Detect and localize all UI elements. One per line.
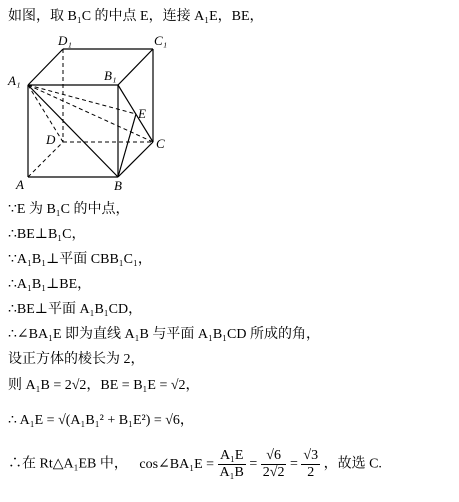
eq3-prefix: ∴在 Rt△A₁EB 中， [8, 456, 128, 472]
fraction-sqrt6-over-2sqrt2 [261, 448, 287, 481]
step-6: ∴∠BA₁E 即为直线 A₁B 与平面 A₁B₁CD 所成的角， [8, 327, 321, 342]
step-7: 设正方体的棱长为 2， [8, 352, 145, 367]
step-3: ∵A₁B₁⊥平面 CBB₁C₁， [8, 252, 152, 267]
hidden-edge-ad [28, 142, 63, 177]
fraction-a1e-over-a1b [218, 448, 246, 481]
label-e: E [138, 106, 146, 121]
eq3-suffix: ，故选 C. [323, 456, 382, 472]
label-d: D [46, 132, 56, 147]
fraction-2-numerator: √6 [261, 448, 287, 465]
segment-a1b [28, 85, 118, 177]
cube-figure [6, 32, 176, 192]
fraction-3-denominator: 2 [307, 465, 315, 480]
fraction-sqrt3-over-2 [301, 448, 320, 481]
step-1: ∵E 为 B₁C 的中点， [8, 202, 130, 217]
fraction-1-denominator: A₁B [219, 465, 244, 480]
fraction-3-numerator: √3 [303, 448, 319, 463]
intro-text: 如图，取 B₁C 的中点 E，连接 A₁E，BE， [8, 9, 264, 24]
fraction-1-numerator: A₁E [218, 448, 246, 465]
eq3-equals-2: = [289, 456, 298, 472]
fraction-2-denominator: 2√2 [262, 465, 285, 480]
step-5: ∴BE⊥平面 A₁B₁CD， [8, 302, 143, 317]
eq3-equals-1: = [249, 456, 258, 472]
label-d1: D₁ [58, 33, 72, 48]
label-a: A [16, 177, 24, 192]
equation-2: ∴ A₁E = √(A₁B₁² + B₁E²) = √6， [8, 413, 194, 428]
label-b: B [114, 178, 122, 192]
equation-1: 则 A₁B = 2√2，BE = B₁E = √2， [8, 378, 200, 393]
label-b1: B₁ [104, 68, 117, 83]
label-c1: C₁ [154, 33, 168, 48]
edge-a1d1 [28, 49, 63, 85]
step-2: ∴BE⊥B₁C， [8, 227, 86, 242]
edge-b1c1 [118, 49, 153, 85]
label-a1: A₁ [8, 73, 21, 88]
label-c: C [156, 136, 165, 151]
segment-b1c [118, 85, 153, 142]
step-4: ∴A₁B₁⊥BE， [8, 277, 92, 292]
eq3-lhs: cos∠BA₁E = [139, 456, 215, 472]
equation-3 [8, 448, 382, 481]
